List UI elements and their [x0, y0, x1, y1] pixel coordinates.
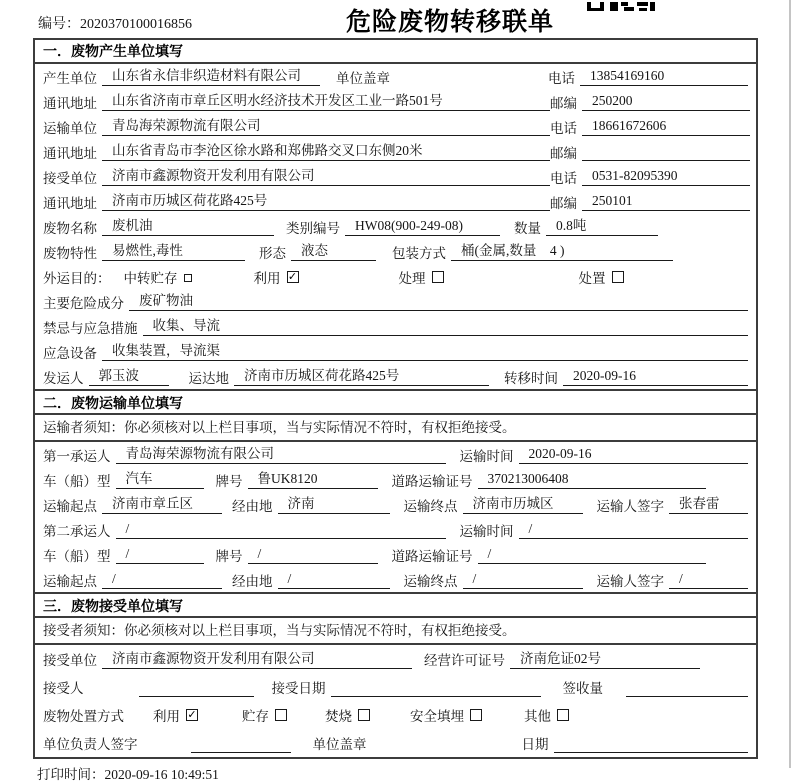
receiver-unit-value: 济南市鑫源物资开发利用有限公司 [102, 167, 550, 186]
carrier1-plate-value: 鲁UK8120 [248, 470, 378, 489]
carrier2-origin-value: / [102, 570, 222, 589]
acceptor-value [139, 678, 254, 697]
quantity-label: 数量 [514, 220, 541, 236]
carrier2-vehicle-label: 车（船）型 [43, 548, 111, 564]
carrier1-row [35, 442, 756, 467]
purpose-option-utilize [254, 267, 299, 287]
document-number-label: 编号： [38, 17, 80, 32]
emergency-equipment-row [35, 339, 756, 364]
category-code-value: HW08(900-249-08) [345, 217, 500, 236]
carrier2-permit-value: / [478, 545, 706, 564]
packaging-label: 包装方式 [392, 245, 446, 261]
hazard-component-row [35, 289, 756, 314]
packaging-value: 桶(金属,数量 4 ) [451, 242, 673, 261]
print-time-value: 2020-09-16 10:49:51 [104, 767, 219, 782]
transporter-unit-label: 运输单位 [43, 120, 97, 136]
producer-zip-value: 250200 [582, 92, 750, 111]
transporter-zip-label: 邮编 [550, 145, 577, 161]
receiver-notice: 接受者须知：你必须核对以上栏目事项，当与实际情况不符时，有权拒绝接受。 [35, 618, 756, 645]
document-number-value: 2020370100016856 [80, 17, 192, 32]
print-time-label: 打印时间： [37, 767, 105, 782]
carrier2-sign-label: 运输人签字 [596, 573, 664, 589]
unit-seal-label: 单位盖章 [336, 70, 390, 86]
carrier1-end-value: 济南市历城区 [463, 495, 583, 514]
accept-unit-row [35, 645, 756, 673]
accept-date-label: 接受日期 [271, 681, 326, 696]
qr-code-icon [587, 0, 655, 16]
purpose-transit-storage-checkbox [184, 274, 192, 282]
transporter-phone-label: 电话 [550, 120, 577, 136]
carrier1-permit-label: 道路运输证号 [391, 473, 473, 489]
unit-seal-label-bottom: 单位盖章 [312, 737, 367, 752]
carrier2-plate-label: 牌号 [215, 548, 243, 564]
accept-date-value [331, 678, 541, 697]
carrier1-vehicle-row [35, 467, 756, 492]
carrier1-permit-value: 370213006408 [478, 470, 706, 489]
purpose-option-treat [399, 267, 444, 287]
accept-unit-value: 济南市鑫源物资开发利用有限公司 [102, 650, 412, 669]
carrier1-sign-label: 运输人签字 [596, 498, 664, 514]
receiver-unit-row [35, 164, 756, 189]
carrier1-vehicle-label: 车（船）型 [43, 473, 111, 489]
disposal-incinerate-label: 焚烧 [325, 709, 352, 724]
producer-unit-label: 产生单位 [43, 70, 97, 86]
carrier1-end-label: 运输终点 [403, 498, 458, 514]
carrier1-route-row [35, 492, 756, 517]
carrier2-plate-value: / [248, 545, 378, 564]
purpose-treat-label: 处理 [398, 270, 426, 286]
license-number-value: 济南危证02号 [510, 650, 700, 669]
license-number-label: 经营许可证号 [424, 653, 505, 668]
receiver-zip-label: 邮编 [550, 195, 577, 211]
acceptor-row [35, 673, 756, 701]
carrier1-plate-label: 牌号 [215, 473, 243, 489]
transporter-notice: 运输者须知：你必须核对以上栏目事项，当与实际情况不符时，有权拒绝接受。 [35, 415, 756, 442]
carrier2-via-label: 经由地 [232, 573, 273, 589]
waste-name-value: 废机油 [102, 217, 274, 236]
outbound-purpose-label: 外运目的： [43, 270, 111, 286]
carrier2-via-value: / [278, 570, 390, 589]
carrier1-label: 第一承运人 [43, 448, 111, 464]
disposal-option-landfill [410, 705, 482, 725]
taboo-measures-label: 禁忌与应急措施 [43, 320, 138, 336]
producer-unit-row [35, 64, 756, 89]
purpose-option-dispose [579, 267, 624, 287]
section3-header: 三．废物接受单位填写 [35, 592, 756, 618]
purpose-utilize-checkbox: ✓ [287, 269, 298, 283]
destination-label: 运达地 [188, 370, 229, 386]
carrier2-vehicle-value: / [116, 545, 204, 564]
waste-name-label: 废物名称 [43, 220, 97, 236]
document-header [0, 0, 796, 38]
accept-unit-label: 接受单位 [43, 653, 97, 668]
carrier2-permit-label: 道路运输证号 [391, 548, 473, 564]
transfer-time-value: 2020-09-16 [563, 367, 748, 386]
purpose-utilize-label: 利用 [253, 270, 281, 286]
disposal-other-checkbox [557, 709, 569, 721]
disposal-method-row [35, 701, 756, 729]
sign-date-label: 日期 [521, 737, 549, 752]
hazard-component-value: 废矿物油 [129, 292, 748, 311]
responsible-signature-row [35, 729, 756, 757]
responsible-signature-label: 单位负责人签字 [43, 737, 138, 752]
responsible-signature-value [191, 734, 291, 753]
disposal-option-store [242, 705, 287, 725]
carrier1-origin-value: 济南市章丘区 [102, 495, 222, 514]
carrier1-vehicle-value: 汽车 [116, 470, 204, 489]
carrier2-origin-label: 运输起点 [43, 573, 97, 589]
taboo-measures-value: 收集、导流 [143, 317, 749, 336]
receiver-phone-label: 电话 [550, 170, 577, 186]
disposal-landfill-label: 安全填埋 [410, 709, 464, 724]
disposal-option-utilize [153, 705, 198, 725]
producer-address-row [35, 89, 756, 114]
receiver-unit-label: 接受单位 [43, 170, 97, 186]
receiver-address-row [35, 189, 756, 214]
shipper-label: 发运人 [43, 370, 84, 386]
carrier1-sign-value: 张春雷 [669, 495, 748, 514]
outbound-purpose-row [35, 264, 756, 289]
disposal-other-label: 其他 [524, 709, 551, 724]
disposal-utilize-checkbox: ✓ [187, 708, 197, 721]
carrier2-vehicle-row [35, 542, 756, 567]
carrier1-via-label: 经由地 [232, 498, 273, 514]
category-code-label: 类别编号 [286, 220, 340, 236]
sign-date-value [554, 734, 749, 753]
received-qty-label: 签收量 [562, 681, 603, 696]
carrier1-name-value: 青岛海荣源物流有限公司 [116, 445, 446, 464]
document-title: 危险废物转移联单 [345, 8, 554, 36]
acceptor-label: 接受人 [43, 681, 84, 696]
purpose-transit-storage-label: 中转贮存 [123, 270, 178, 286]
shipper-value: 郭玉波 [89, 367, 169, 386]
transporter-unit-value: 青岛海荣源物流有限公司 [102, 117, 550, 136]
carrier2-time-value: / [519, 520, 749, 539]
transporter-zip-value [582, 142, 750, 161]
producer-phone-label: 电话 [548, 70, 575, 86]
carrier2-sign-value: / [669, 570, 748, 589]
carrier2-end-value: / [463, 570, 583, 589]
transporter-phone-value: 18661672606 [582, 117, 750, 136]
carrier2-label: 第二承运人 [43, 523, 111, 539]
carrier2-row [35, 517, 756, 542]
purpose-dispose-label: 处置 [578, 270, 606, 286]
purpose-dispose-checkbox [612, 271, 624, 283]
carrier2-route-row [35, 567, 756, 592]
form-state-value: 液态 [291, 242, 376, 261]
print-time [37, 763, 796, 783]
emergency-equipment-label: 应急设备 [43, 345, 97, 361]
transporter-address-value: 山东省青岛市李沧区徐水路和郑佛路交叉口东侧20米 [102, 142, 550, 161]
producer-phone-value: 13854169160 [580, 67, 748, 86]
carrier2-end-label: 运输终点 [403, 573, 458, 589]
carrier1-time-label: 运输时间 [459, 448, 514, 464]
disposal-method-label: 废物处置方式 [43, 709, 124, 724]
purpose-option-transit-storage [124, 267, 192, 287]
disposal-landfill-checkbox [470, 709, 482, 721]
carrier2-time-label: 运输时间 [459, 523, 514, 539]
section1-header: 一．废物产生单位填写 [35, 40, 756, 64]
purpose-treat-checkbox [432, 271, 444, 283]
taboo-measures-row [35, 314, 756, 339]
disposal-store-label: 贮存 [242, 709, 269, 724]
waste-character-row [35, 239, 756, 264]
received-qty-value [626, 678, 748, 697]
carrier2-name-value: / [116, 520, 446, 539]
emergency-equipment-value: 收集装置，导流渠 [102, 342, 748, 361]
receiver-zip-value: 250101 [582, 192, 750, 211]
quantity-value: 0.8吨 [546, 217, 658, 236]
transporter-address-label: 通讯地址 [43, 145, 97, 161]
waste-character-value: 易燃性,毒性 [102, 242, 245, 261]
disposal-utilize-label: 利用 [153, 709, 180, 724]
disposal-incinerate-checkbox [358, 709, 370, 721]
carrier1-time-value: 2020-09-16 [519, 445, 749, 464]
receiver-phone-value: 0531-82095390 [582, 167, 750, 186]
transporter-address-row [35, 139, 756, 164]
producer-address-label: 通讯地址 [43, 95, 97, 111]
disposal-store-checkbox [275, 709, 287, 721]
waste-name-row [35, 214, 756, 239]
receiver-address-value: 济南市历城区荷花路425号 [102, 192, 550, 211]
hazard-component-label: 主要危险成分 [43, 295, 124, 311]
disposal-option-incinerate [325, 705, 370, 725]
destination-value: 济南市历城区荷花路425号 [234, 367, 489, 386]
carrier1-origin-label: 运输起点 [43, 498, 97, 514]
transporter-unit-row [35, 114, 756, 139]
producer-address-value: 山东省济南市章丘区明水经济技术开发区工业一路501号 [102, 92, 550, 111]
section2-header: 二．废物运输单位填写 [35, 389, 756, 415]
page-edge-line [789, 0, 791, 768]
disposal-option-other [524, 705, 569, 725]
shipper-row [35, 364, 756, 389]
form-state-label: 形态 [259, 245, 286, 261]
waste-character-label: 废物特性 [43, 245, 97, 261]
transfer-time-label: 转移时间 [504, 370, 558, 386]
carrier1-via-value: 济南 [278, 495, 390, 514]
producer-unit-value: 山东省永信非织造材料有限公司 [102, 67, 320, 86]
receiver-address-label: 通讯地址 [43, 195, 97, 211]
producer-zip-label: 邮编 [550, 95, 577, 111]
manifest-form-table [33, 38, 758, 759]
